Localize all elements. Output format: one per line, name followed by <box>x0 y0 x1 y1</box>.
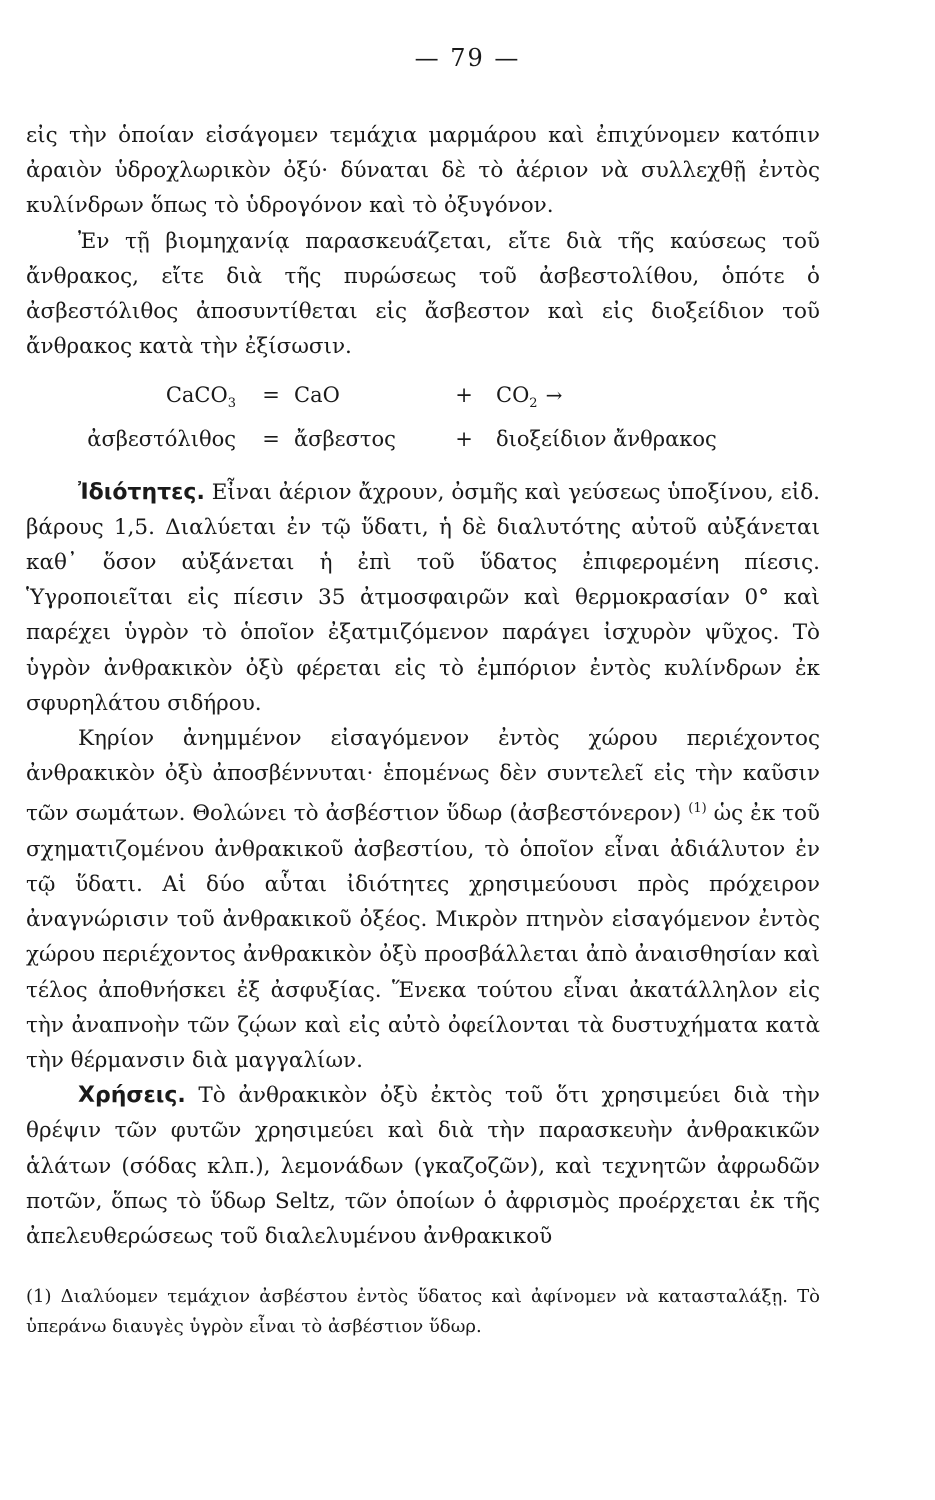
paragraph-industry: Ἐν τῇ βιομηχανίᾳ παρασκευάζεται, εἴτε διὰ τῆς καύσεως τοῦ ἄνθρακος, εἴτε διὰ τῆς πυρώσεως τοῦ ἀσβεστολίθου, ὁπότε ὁ ἀσβεστόλιθος ἀποσυντίθεται εἰς ἄσβεστον καὶ εἰς διοξείδιον τοῦ ἄνθρακος κατὰ τὴν ἐξίσωσιν. <box>26 228 820 360</box>
paragraph-uses <box>26 1078 820 1254</box>
chemical-equation <box>26 378 820 456</box>
equation-product-1-name: ἄσβεστος <box>294 426 396 451</box>
properties-text: Εἶναι ἀέριον ἄχρουν, ὀσμῆς καὶ γεύσεως ὑποξίνου, εἰδ. βάρους 1,5. Διαλύεται ἐν τῷ ὕδατι, ἡ δὲ διαλυτότης αὐτοῦ αὐξάνεται καθ᾽ ὅσον αὐξάνεται ἡ ἐπὶ τοῦ ὕδατος ἐπιφερομένη πίεσις. Ὑγροποιεῖται εἰς πίεσιν 35 ἀτμοσφαιρῶν καὶ θερμοκρασίαν 0° καὶ παρέχει ὑγρὸν τὸ ὁποῖον ἐξατμιζόμενον παράγει ἰσχυρὸν ψῦχος. Τὸ ὑγρὸν ἀνθρακικὸν ὀξὺ φέρεται εἰς τὸ ἐμπόριον ἐντὸς κυλίνδρων ἐκ σφυρηλάτου σιδήρου. <box>26 479 821 716</box>
section-heading-properties: Ἰδιότητες. <box>78 479 205 505</box>
page-body <box>26 118 820 1342</box>
equation-names-row <box>26 422 820 457</box>
equation-formula-row <box>26 378 820 421</box>
footnote-reference[interactable]: (1) <box>688 801 707 817</box>
paragraph-properties <box>26 475 820 721</box>
paragraph-candle: Κηρίον ἀνημμένον εἰσαγόμενον ἐντὸς χώρου περιέχοντος ἀνθρακικὸν ὀξὺ ἀποσβέννυται· ἑπομένως δὲν συντελεῖ εἰς τὴν καῦσιν τῶν σωμάτων. Θολώνει τὸ ἀσβέστιον ὕδωρ (ἀσβεστόνερον) $^{(1)}$ ὡς ἐκ τοῦ σχηματιζομένου ἀνθρακικοῦ ἀσβεστίου, τὸ ὁποῖον εἶναι ἀδιάλυτον ἐν τῷ ὕδατι. Αἱ δύο αὗται ἰδιότητες χρησιμεύουσι πρὸς πρόχειρον ἀναγνώρισιν τοῦ ἀνθρακικοῦ ὀξέος. Μικρὸν πτηνὸν εἰσαγόμενον ἐντὸς χώρου περιέχοντος ἀνθρακικὸν ὀξὺ προσβάλλεται ἀπὸ ἀναισθησίαν καὶ τέλος ἀποθνήσκει ἐξ ἀσφυξίας. Ἕνεκα τούτου εἶναι ἀκατάλληλον εἰς τὴν ἀναπνοὴν τῶν ζῴων καὶ εἰς αὐτὸ ὀφείλονται τὰ δυστυχήματα κατὰ τὴν θέρμανσιν διὰ μαγγαλίων. <box>26 726 820 1074</box>
page-number: — 79 — <box>414 44 521 72</box>
equation-equals: = <box>262 426 280 451</box>
uses-text: Τὸ ἀνθρακικὸν ὀξὺ ἐκτὸς τοῦ ὅτι χρησιμεύει διὰ τὴν θρέψιν τῶν φυτῶν χρησιμεύει καὶ διὰ τὴν παρασκευὴν ἀνθρακικῶν ἁλάτων (σόδας κλπ.), λεμονάδων (γκαζοζῶν), καὶ τεχνητῶν ἀφρωδῶν ποτῶν, ὅπως τὸ ὕδωρ Seltz, τῶν ὁποίων ὁ ἀφρισμὸς προέρχεται ἐκ τῆς ἀπελευθερώσεως τοῦ διαλελυμένου ἀνθρακικοῦ <box>26 1083 821 1250</box>
equation-reactant: CaCO$_3$ <box>165 383 236 412</box>
equation-equals: = <box>262 383 280 408</box>
paragraph-continuation: εἰς τὴν ὁποίαν εἰσάγομεν τεμάχια μαρμάρου καὶ ἐπιχύνομεν κατόπιν ἀραιὸν ὑδροχλωρικὸν ὀξύ· δύναται δὲ τὸ ἀέριον νὰ συλλεχθῇ ἐντὸς κυλίνδρων ὅπως τὸ ὑδρογόνον καὶ τὸ ὀξυγόνον. <box>26 123 820 219</box>
gas-arrow-icon: → <box>545 383 563 408</box>
section-heading-uses: Χρήσεις. <box>78 1083 186 1109</box>
equation-product-2-name: διοξείδιον ἄνθρακος <box>496 426 717 451</box>
footnote: (1) Διαλύομεν τεμάχιον ἀσβέστου ἐντὸς ὕδατος καὶ ἀφίνομεν νὰ κατασταλάξῃ. Τὸ ὑπεράνω διαυγὲς ὑγρὸν εἶναι τὸ ἀσβέστιον ὕδωρ. <box>26 1286 820 1338</box>
equation-product-1: CaO <box>294 383 340 408</box>
equation-product-2: $CO_2$ → <box>484 378 796 421</box>
equation-reactant-name: ἀσβεστόλιθος <box>87 426 236 451</box>
equation-plus: + <box>455 383 473 408</box>
equation-plus: + <box>455 426 473 451</box>
